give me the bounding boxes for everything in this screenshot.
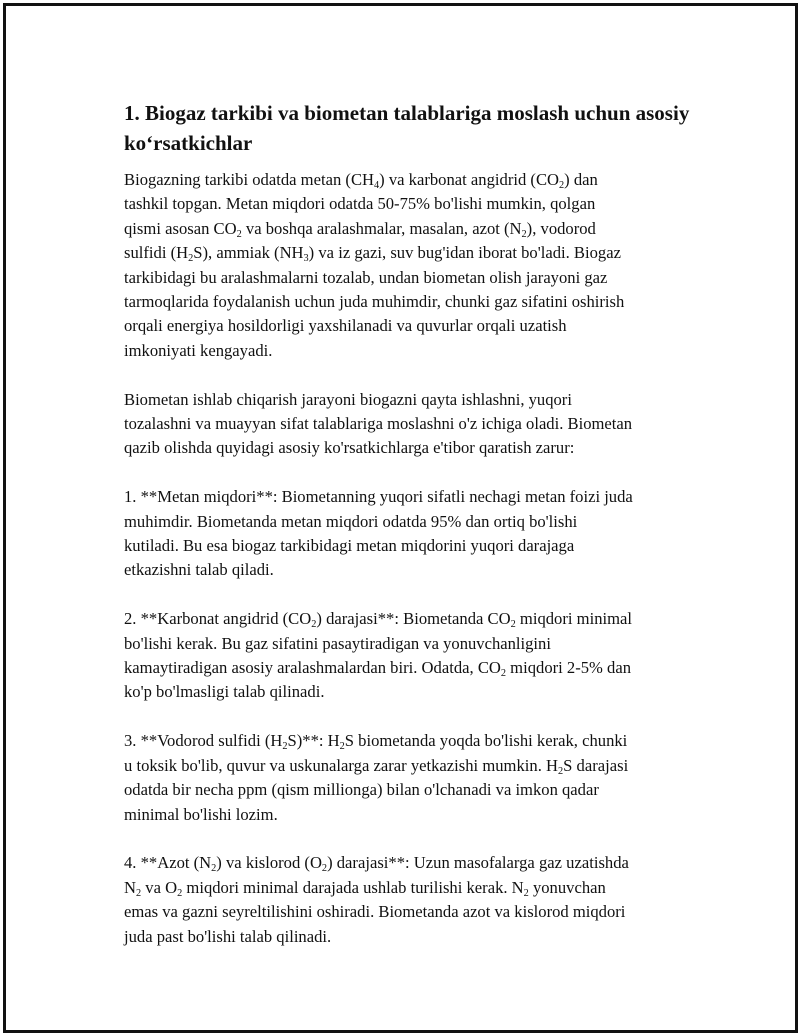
text-line: $N_2$ va $O_2$ miqdori minimal darajada ushlab turilishi kerak. $N_2$ yonuvchan [124,877,606,899]
paragraph-intro [124,168,702,363]
list-item-h2s [124,729,702,827]
text-line: Biometan ishlab chiqarish jarayoni biogazni qayta ishlashni, yuqori [124,389,572,409]
text-line: 2. **Karbonat angidrid $(CO_2)$ darajasi**: Biometanda $CO_2$ miqdori minimal [124,609,633,631]
text-line: sulfidi $(H_2S)$, ammiak $(NH_3)$ va iz gazi, suv bug'idan iborat bo'ladi. Biogaz [124,243,621,265]
text-line: emas va gazni seyreltilishini oshiradi. Biometanda azot va kislorod miqdori [124,902,626,922]
text-line: minimal bo'lishi lozim. [124,804,278,824]
heading-line: 1. Biogaz tarkibi va biometan talablariga moslash uchun asosiy [124,101,690,125]
text-line: Biogazning tarkibi odatda metan $(CH_4)$ va karbonat angidrid $(CO_2)$ dan [124,170,598,191]
text-line: kamaytiradigan asosiy aralashmalardan biri. Odatda, $CO_2$ miqdori 2-5% dan [124,658,631,679]
text-line: juda past bo'lishi talab qilinadi. [124,926,332,946]
text-line: kutiladi. Bu esa biogaz tarkibidagi metan miqdorini yuqori darajaga [124,536,575,556]
text-line: orqali energiya hosildorligi yaxshilanadi va quvurlar orqali uzatish [124,316,567,336]
text-line: ko'p bo'lmasligi talab qilinadi. [124,682,325,702]
text-line: 3. **Vodorod sulfidi $(H_2S)**$: $H_2S$ biometanda yoqda bo'lishi kerak, chunki [124,731,628,753]
list-item-co2 [124,607,702,705]
text-line: 4. **Azot $(N_2)$ va kislorod $(O_2)$ darajasi**: Uzun masofalarga gaz uzatishda [124,853,629,875]
list-item-methane [124,485,702,583]
paragraph-biometan-process [124,388,702,461]
text-line: tarmoqlarida foydalanish uchun juda muhimdir, chunki gaz sifatini oshirish [124,292,625,312]
text-line: 1. **Metan miqdori**: Biometanning yuqori sifatli nechagi metan foizi juda [124,487,633,507]
text-line: u toksik bo'lib, quvur va uskunalarga zarar yetkazishi mumkin. $H_2S$ darajasi [124,755,629,777]
text-line: tarkibidagi bu aralashmalarni tozalab, undan biometan olish jarayoni gaz [124,267,608,287]
heading-line: koʻrsatkichlar [124,131,253,155]
document-content [124,98,702,973]
list-item-n2-o2 [124,851,702,949]
text-line: imkoniyati kengayadi. [124,340,273,360]
section-heading [124,98,702,158]
text-line: qismi asosan $CO_2$ va boshqa aralashmalar, masalan, azot $(N_2)$, vodorod [124,218,596,240]
text-line: odatda bir necha ppm (qism millionga) bilan o'lchanadi va imkon qadar [124,780,599,800]
text-line: etkazishni talab qiladi. [124,560,274,580]
text-line: tashkil topgan. Metan miqdori odatda 50-75% bo'lishi mumkin, qolgan [124,194,596,214]
text-line: qazib olishda quyidagi asosiy ko'rsatkichlarga e'tibor qaratish zarur: [124,438,575,458]
text-line: tozalashni va muayyan sifat talablariga moslashni o'z ichiga oladi. Biometan [124,414,633,434]
document-page [3,3,798,1033]
text-line: bo'lishi kerak. Bu gaz sifatini pasaytiradigan va yonuvchanligini [124,633,551,653]
text-line: muhimdir. Biometanda metan miqdori odatda 95% dan ortiq bo'lishi [124,511,578,531]
